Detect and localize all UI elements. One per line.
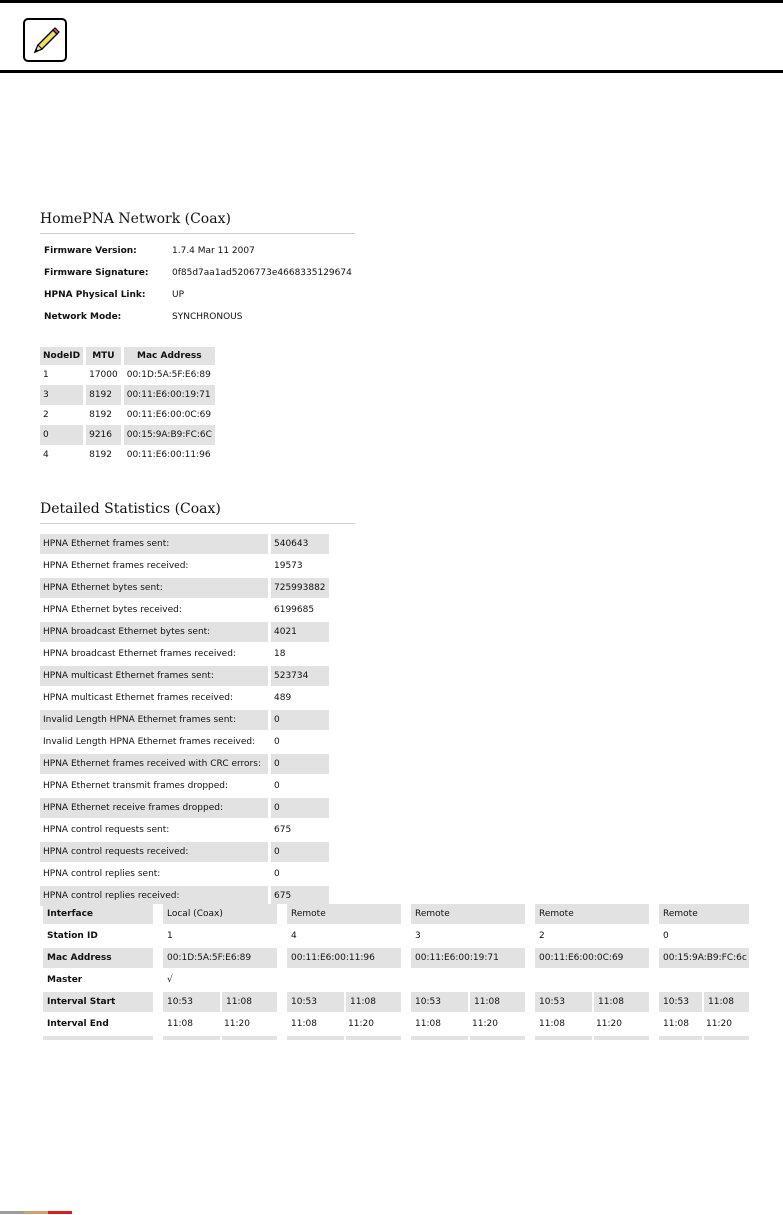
cell-mtu: 9216 xyxy=(86,425,124,445)
master-check xyxy=(535,970,649,992)
node-table-header xyxy=(40,347,218,365)
table-row xyxy=(40,688,329,710)
table-row xyxy=(40,842,329,864)
master-row xyxy=(43,970,749,992)
master-check: √ xyxy=(163,970,277,992)
cell-nodeid: 4 xyxy=(40,445,86,465)
stat-label: HPNA control replies received: xyxy=(40,886,268,908)
mac-address: 00:15:9A:B9:FC:6c xyxy=(659,948,749,970)
table-row xyxy=(40,644,329,666)
node-table xyxy=(40,347,218,465)
table-row xyxy=(40,578,329,600)
cell-mtu: 8192 xyxy=(86,405,124,425)
stat-value: 0 xyxy=(268,776,329,798)
row-label-mac: Mac Address xyxy=(43,948,153,970)
stat-label: Invalid Length HPNA Ethernet frames sent: xyxy=(40,710,268,732)
interval-end: 11:20 xyxy=(468,1014,525,1036)
note-rule xyxy=(0,70,783,73)
stat-label: HPNA Ethernet frames received: xyxy=(40,556,268,578)
stat-label: HPNA broadcast Ethernet bytes sent: xyxy=(40,622,268,644)
station-id: 3 xyxy=(411,926,525,948)
table-row xyxy=(40,445,218,465)
cell-mtu: 8192 xyxy=(86,445,124,465)
master-check xyxy=(287,970,401,992)
row-label-interval-end: Interval End xyxy=(43,1014,153,1036)
interval-start: 10:53 xyxy=(163,992,220,1014)
interval-start: 11:08 xyxy=(344,992,401,1014)
homepna-title: HomePNA Network (Coax) xyxy=(40,211,231,227)
table-row xyxy=(40,425,218,445)
homepna-rule xyxy=(40,233,355,234)
stat-label: HPNA multicast Ethernet frames received: xyxy=(40,688,268,710)
interval-start: 10:53 xyxy=(659,992,702,1014)
info-label: Firmware Version: xyxy=(44,246,137,256)
stat-label: HPNA multicast Ethernet frames sent: xyxy=(40,666,268,688)
interface-name: Remote xyxy=(287,904,401,926)
cell-mac: 00:11:E6:00:19:71 xyxy=(124,385,218,405)
mac-address: 00:1D:5A:5F:E6:89 xyxy=(163,948,277,970)
stat-label: HPNA control requests received: xyxy=(40,842,268,864)
stat-value: 523734 xyxy=(268,666,329,688)
pencil-note-icon xyxy=(23,18,67,62)
stat-label: HPNA Ethernet receive frames dropped: xyxy=(40,798,268,820)
stat-value: 0 xyxy=(268,798,329,820)
interval-end: 11:08 xyxy=(163,1014,220,1036)
row-label-master: Master xyxy=(43,970,153,992)
interval-start: 10:53 xyxy=(287,992,344,1014)
mac-address: 00:11:E6:00:19:71 xyxy=(411,948,525,970)
mac-address-row xyxy=(43,948,749,970)
interval-end: 11:20 xyxy=(702,1014,749,1036)
table-row xyxy=(40,600,329,622)
table-row xyxy=(40,405,218,425)
info-value: SYNCHRONOUS xyxy=(172,312,243,322)
column-header: MTU xyxy=(86,347,124,365)
station-id: 1 xyxy=(163,926,277,948)
interval-start-row xyxy=(43,992,749,1014)
info-value: 1.7.4 Mar 11 2007 xyxy=(172,246,255,256)
interval-end: 11:20 xyxy=(592,1014,649,1036)
stat-value: 725993882 xyxy=(268,578,329,600)
interface-name: Local (Coax) xyxy=(163,904,277,926)
cell-nodeid: 2 xyxy=(40,405,86,425)
table-row xyxy=(40,798,329,820)
stat-label: HPNA Ethernet bytes received: xyxy=(40,600,268,622)
mac-address: 00:11:E6:00:11:96 xyxy=(287,948,401,970)
interval-start: 11:08 xyxy=(220,992,277,1014)
info-label: HPNA Physical Link: xyxy=(44,290,146,300)
stat-label: HPNA control replies sent: xyxy=(40,864,268,886)
info-label: Network Mode: xyxy=(44,312,122,322)
stat-label: HPNA Ethernet frames received with CRC errors: xyxy=(40,754,268,776)
interval-start: 11:08 xyxy=(592,992,649,1014)
column-header: Mac Address xyxy=(124,347,218,365)
interval-start: 11:08 xyxy=(468,992,525,1014)
cell-nodeid: 0 xyxy=(40,425,86,445)
row-label-station-id: Station ID xyxy=(43,926,153,948)
stats-rule xyxy=(40,523,355,524)
cell-mac: 00:11:E6:00:11:96 xyxy=(124,445,218,465)
stat-value: 19573 xyxy=(268,556,329,578)
station-id-row xyxy=(43,926,749,948)
interval-start: 10:53 xyxy=(411,992,468,1014)
table-row xyxy=(40,556,329,578)
stat-value: 4021 xyxy=(268,622,329,644)
info-value: UP xyxy=(172,290,185,300)
table-tail-row xyxy=(43,1036,749,1040)
stat-value: 0 xyxy=(268,710,329,732)
footer-color-bar xyxy=(0,1211,24,1214)
interval-end: 11:08 xyxy=(659,1014,702,1036)
stat-value: 675 xyxy=(268,886,329,908)
footer-color-bar xyxy=(48,1211,72,1214)
table-row xyxy=(40,754,329,776)
column-header: NodeID xyxy=(40,347,86,365)
table-row xyxy=(40,666,329,688)
interface-name: Remote xyxy=(411,904,525,926)
table-row xyxy=(40,622,329,644)
interval-end: 11:08 xyxy=(535,1014,592,1036)
interval-end: 11:20 xyxy=(344,1014,401,1036)
cell-nodeid: 1 xyxy=(40,365,86,385)
interval-end-row xyxy=(43,1014,749,1036)
station-id: 0 xyxy=(659,926,749,948)
cell-mac: 00:11:E6:00:0C:69 xyxy=(124,405,218,425)
stat-value: 540643 xyxy=(268,534,329,556)
master-check xyxy=(411,970,525,992)
table-row xyxy=(40,820,329,842)
interface-row xyxy=(43,904,749,926)
info-label: Firmware Signature: xyxy=(44,268,149,278)
mac-address: 00:11:E6:00:0C:69 xyxy=(535,948,649,970)
top-rule xyxy=(0,0,783,3)
interval-end: 11:08 xyxy=(287,1014,344,1036)
station-id: 4 xyxy=(287,926,401,948)
stat-label: HPNA Ethernet transmit frames dropped: xyxy=(40,776,268,798)
footer-color-bar xyxy=(24,1211,48,1214)
interface-name: Remote xyxy=(535,904,649,926)
cell-mac: 00:1D:5A:5F:E6:89 xyxy=(124,365,218,385)
table-row xyxy=(40,365,218,385)
table-row xyxy=(40,710,329,732)
interval-end: 11:08 xyxy=(411,1014,468,1036)
table-row xyxy=(40,864,329,886)
stat-label: HPNA Ethernet frames sent: xyxy=(40,534,268,556)
stat-label: HPNA control requests sent: xyxy=(40,820,268,842)
stat-value: 0 xyxy=(268,732,329,754)
info-value: 0f85d7aa1ad5206773e4668335129674 xyxy=(172,268,352,278)
cell-mtu: 17000 xyxy=(86,365,124,385)
stat-label: Invalid Length HPNA Ethernet frames received: xyxy=(40,732,268,754)
cell-mtu: 8192 xyxy=(86,385,124,405)
stat-label: HPNA broadcast Ethernet frames received: xyxy=(40,644,268,666)
stat-value: 0 xyxy=(268,754,329,776)
stat-value: 6199685 xyxy=(268,600,329,622)
interval-start: 11:08 xyxy=(702,992,749,1014)
master-check xyxy=(659,970,749,992)
stat-value: 0 xyxy=(268,864,329,886)
interface-name: Remote xyxy=(659,904,749,926)
stat-label: HPNA Ethernet bytes sent: xyxy=(40,578,268,600)
statistics-table xyxy=(40,534,329,908)
station-id: 2 xyxy=(535,926,649,948)
row-label-interface: Interface xyxy=(43,904,153,926)
interface-table xyxy=(43,904,749,1040)
table-row xyxy=(40,776,329,798)
row-label-interval-start: Interval Start xyxy=(43,992,153,1014)
cell-mac: 00:15:9A:B9:FC:6C xyxy=(124,425,218,445)
table-row xyxy=(40,732,329,754)
cell-nodeid: 3 xyxy=(40,385,86,405)
interval-start: 10:53 xyxy=(535,992,592,1014)
stat-value: 675 xyxy=(268,820,329,842)
stats-title: Detailed Statistics (Coax) xyxy=(40,501,221,517)
stat-value: 18 xyxy=(268,644,329,666)
stat-value: 489 xyxy=(268,688,329,710)
stat-value: 0 xyxy=(268,842,329,864)
table-row xyxy=(40,385,218,405)
interval-end: 11:20 xyxy=(220,1014,277,1036)
table-row xyxy=(40,534,329,556)
